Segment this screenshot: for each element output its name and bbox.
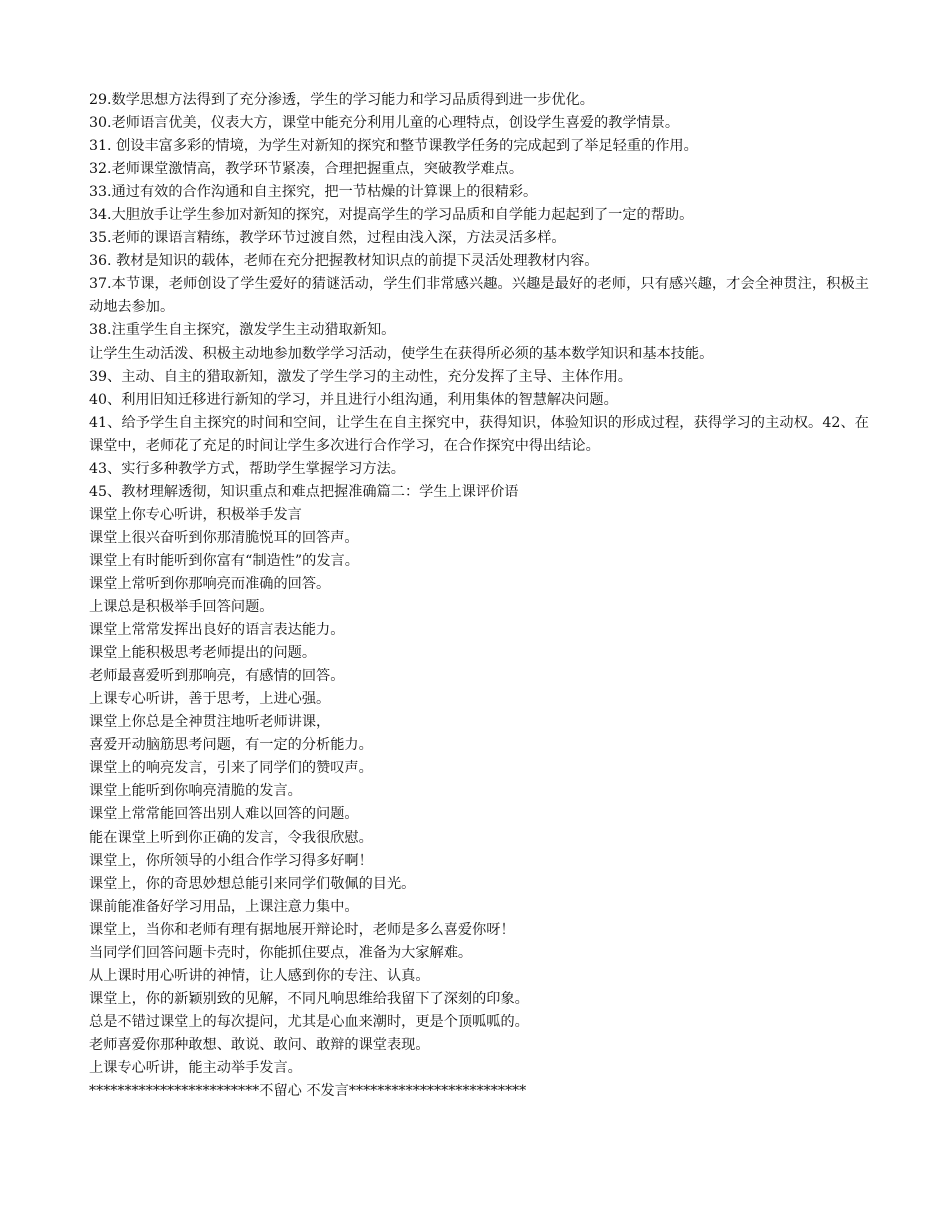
text-line: 喜爱开动脑筋思考问题，有一定的分析能力。: [89, 737, 373, 754]
text-line: 课堂上你专心听讲，积极举手发言: [89, 506, 302, 523]
text-line: 课堂上能积极思考老师提出的问题。: [89, 645, 317, 662]
text-line: 38.注重学生自主探究，激发学生主动猎取新知。: [89, 322, 396, 339]
text-line: 课堂上，当你和老师有理有据地展开辩论时，老师是多么喜爱你呀！: [89, 921, 515, 938]
text-line: 课堂上你总是全神贯注地听老师讲课，: [89, 714, 331, 731]
text-line: 36. 教材是知识的载体，老师在充分把握教材知识点的前提下灵活处理教材内容。: [89, 253, 599, 270]
text-line: 40、利用旧知迁移进行新知的学习，并且进行小组沟通，利用集体的智慧解决问题。: [89, 391, 618, 408]
document-body: [89, 89, 869, 1103]
text-line: 总是不错过课堂上的每次提问，尤其是心血来潮时，更是个顶呱呱的。: [89, 1013, 529, 1030]
text-line: 32.老师课堂激情高，教学环节紧凑，合理把握重点，突破教学难点。: [89, 161, 524, 178]
text-line: 34.大胆放手让学生参加对新知的探究，对提高学生的学习品质和自学能力起起到了一定的帮助。: [89, 207, 694, 224]
text-line: 课堂上，你的奇思妙想总能引来同学们敬佩的目光。: [89, 875, 416, 892]
text-line: 当同学们回答问题卡壳时，你能抓住要点，准备为大家解难。: [89, 944, 473, 961]
text-line: 让学生生动活泼、积极主动地参加数学学习活动，使学生在获得所必须的基本数学知识和基本技能。: [89, 345, 714, 362]
text-line: 上课专心听讲，能主动举手发言。: [89, 1059, 302, 1076]
text-line: 课堂上常听到你那响亮而准确的回答。: [89, 575, 331, 592]
text-paragraph: 37.本节课，老师创设了学生爱好的猜谜活动，学生们非常感兴趣。兴趣是最好的老师，只有感兴趣，才会全神贯注，积极主动地去参加。: [89, 276, 869, 316]
text-line: 课堂上有时能听到你富有“制造性”的发言。: [89, 552, 359, 569]
text-line: 课堂上，你的新颖别致的见解，不同凡响思维给我留下了深刻的印象。: [89, 990, 529, 1007]
text-line: 39、主动、自主的猎取新知，激发了学生学习的主动性，充分发挥了主导、主体作用。: [89, 368, 632, 385]
text-line: 课堂上能听到你响亮清脆的发言。: [89, 783, 302, 800]
text-line: 35.老师的课语言精练，教学环节过渡自然，过程由浅入深，方法灵活多样。: [89, 230, 566, 247]
text-line: 29.数学思想方法得到了充分渗透，学生的学习能力和学习品质得到进一步优化。: [89, 92, 594, 108]
text-line: 课堂上的响亮发言，引来了同学们的赞叹声。: [89, 760, 373, 777]
text-paragraph: 41、给予学生自主探究的时间和空间，让学生在自主探究中，获得知识，体验知识的形成过程，获得学习的主动权。42、在课堂中，老师花了充足的时间让学生多次进行合作学习，在合作探究中得出结论。: [89, 414, 869, 454]
text-line: 课堂上常常发挥出良好的语言表达能力。: [89, 622, 345, 639]
text-line: 30.老师语言优美，仪表大方，课堂中能充分利用儿童的心理特点，创设学生喜爱的教学情景。: [89, 115, 680, 132]
text-line: 31. 创设丰富多彩的情境，为学生对新知的探究和整节课教学任务的完成起到了举足轻重的作用。: [89, 138, 698, 155]
text-line: 课堂上很兴奋听到你那清脆悦耳的回答声。: [89, 529, 359, 546]
text-line: 从上课时用心听讲的神情，让人感到你的专注、认真。: [89, 967, 430, 984]
text-line: 45、教材理解透彻，知识重点和难点把握准确篇二：学生上课评价语: [89, 483, 519, 500]
text-line: 上课专心听讲，善于思考，上进心强。: [89, 691, 331, 708]
text-line: 能在课堂上听到你正确的发言，令我很欣慰。: [89, 829, 373, 846]
text-line: 课堂上，你所领导的小组合作学习得多好啊！: [89, 852, 373, 869]
text-line: 老师最喜爱听到那响亮，有感情的回答。: [89, 668, 345, 685]
text-line: 课堂上常常能回答出别人难以回答的问题。: [89, 806, 359, 823]
text-line: 上课总是积极举手回答问题。: [89, 599, 274, 616]
divider-text: ************************不留心 不发言*************************: [89, 1083, 527, 1100]
text-line: 33.通过有效的合作沟通和自主探究，把一节枯燥的计算课上的很精彩。: [89, 184, 538, 201]
text-line: 43、实行多种教学方式，帮助学生掌握学习方法。: [89, 460, 405, 477]
text-line: 老师喜爱你那种敢想、敢说、敢问、敢辩的课堂表现。: [89, 1036, 430, 1053]
text-line: 课前能准备好学习用品，上课注意力集中。: [89, 898, 359, 915]
